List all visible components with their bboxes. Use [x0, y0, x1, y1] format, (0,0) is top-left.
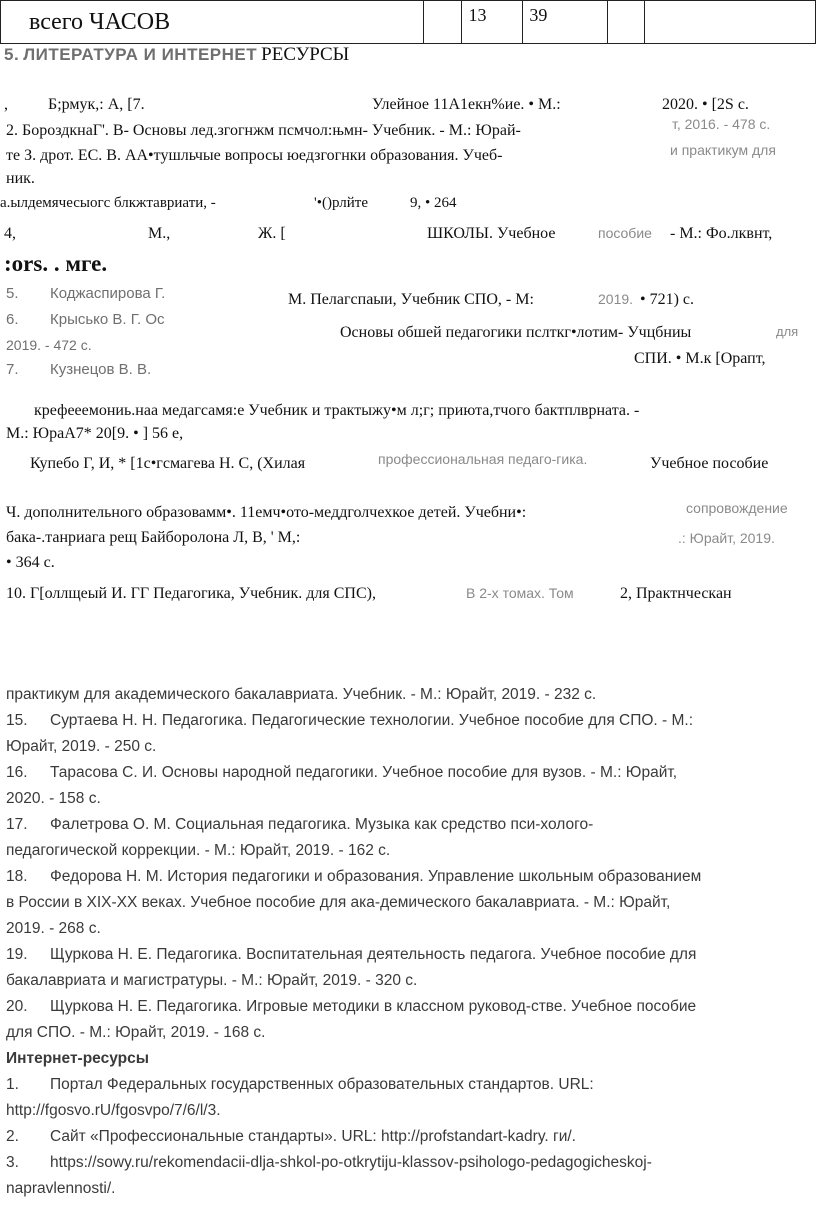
item-text: Суртаева Н. Н. Педагогика. Педагогические технологии. Учебное пособие для СПО. - М.: [50, 712, 694, 729]
bibliography-line [6, 890, 812, 916]
ref-line-faded: для [776, 324, 799, 339]
item-text: Фалетрова О. М. Социальная педагогика. Музыка как средство пси-холого- [50, 816, 594, 833]
ref-line-faded: и практикум для [670, 142, 776, 158]
ref-line: М., [148, 225, 171, 242]
section-title-rest: РЕСУРСЫ [261, 44, 350, 65]
ref-line: 10. Г[оллщеый И. ГГ Педагогика, Учебник. для СПС), [6, 585, 376, 602]
bibliography-line [6, 812, 812, 838]
bibliography-line [6, 786, 812, 812]
ref-line: М. Пелагспаыи, Учебник СПО, - М: [288, 291, 534, 308]
ref-line: ник. [6, 170, 35, 187]
section-title-main: ЛИТЕРАТУРА И ИНТЕРНЕТ [23, 45, 258, 64]
ref-line: Учебное пособие [650, 455, 769, 472]
item-text: Щуркова Н. Е. Педагогика. Воспитательная деятельность педагога. Учебное пособие для [50, 946, 697, 963]
ref-line: 9, • 264 [410, 195, 457, 211]
item-number: 16. [6, 764, 28, 781]
bibliography-line [6, 968, 812, 994]
hours-cell [645, 1, 816, 44]
bibliography-line [6, 708, 812, 734]
bibliography-line [6, 682, 812, 708]
ref-line-faded: .: Юрайт, 2019. [678, 530, 775, 546]
hours-cell: 39 [523, 1, 608, 44]
ref-line: крефееемониь.наа медагсамя:е Учебник и трактыжу•м л;г; приюта,тчого бактплврната. - [34, 402, 640, 419]
hours-row [1, 1, 816, 44]
ref-line: • 721) с. [640, 291, 695, 308]
ref-line: Б;рмук,: А, [7. [48, 96, 145, 113]
ref-line-faded: т, 2016. - 478 с. [672, 116, 771, 132]
item-text: napravlennosti/. [6, 1180, 116, 1197]
item-number: 3. [6, 1154, 19, 1171]
bibliography-line [6, 1072, 812, 1098]
ref-line-faded: Кузнецов В. В. [50, 361, 152, 378]
bibliography-list [6, 682, 812, 1202]
item-text: https://sowy.ru/rekomendacii-dlja-shkol-po-otkrytiju-klassov-psihologo-pedagogicheskoj- [50, 1154, 652, 1171]
item-text: Федорова Н. М. История педагогики и образования. Управление школьным образованием [50, 868, 702, 885]
ref-line: бака-.танриага рещ Байборолона Л, В, ' М,: [6, 529, 301, 546]
ref-line: 2. БороздкнаГ'. В- Основы лед.згогнжм псмчол:њмн- Учебник. - М.: Юрай- [6, 122, 521, 139]
ref-line: • 364 с. [6, 554, 55, 571]
ref-line: М.: ЮраА7* 20[9. • ] 56 е, [6, 425, 184, 442]
bibliography-line [6, 1098, 812, 1124]
ref-line-faded: Крысько В. Г. Ос [50, 311, 165, 328]
item-number: 18. [6, 868, 28, 885]
ref-line: 2, Практнческан [620, 585, 732, 602]
ref-line-faded: В 2-х томах. Том [466, 585, 574, 601]
ref-line: Улейное 11А1екн%ие. • М.: [372, 96, 561, 113]
item-number: 1. [6, 1076, 19, 1093]
item-text: практикум для академического бакалавриата. Учебник. - М.: Юрайт, 2019. - 232 с. [6, 686, 597, 703]
item-number: 2. [6, 1128, 19, 1145]
ref-line-faded: 2019. - 472 с. [6, 337, 92, 353]
item-text: Юрайт, 2019. - 250 с. [6, 738, 157, 755]
ref-number-faded: 6. [6, 311, 19, 328]
item-text: Щуркова Н. Е. Педагогика. Игровые методики в классном руковод-стве. Учебное пособие [50, 998, 697, 1015]
ref-line: Купебо Г, И, * [1с•гсмагева Н. С, (Хилая [30, 455, 306, 472]
item-number: 17. [6, 816, 28, 833]
ref-line: Ч. дополнительного образовамм•. 11емч•ото-меддголчехкое детей. Учебни•: [6, 504, 527, 521]
item-number: 15. [6, 712, 28, 729]
ref-line: СПИ. • М.к [Орапт, [634, 350, 766, 367]
ref-line-faded: Коджаспирова Г. [50, 285, 166, 302]
bibliography-line [6, 1150, 812, 1176]
internet-resources-heading [6, 1046, 812, 1072]
ref-number-faded: 5. [6, 285, 19, 302]
item-number: 20. [6, 998, 28, 1015]
item-text: 2020. - 158 с. [6, 790, 101, 807]
bibliography-line [6, 1124, 812, 1150]
ref-line: те З. дрот. ЕС. В. АА•тушльчые вопросы юедзгогнки образования. Учеб- [6, 147, 503, 164]
item-text: Портал Федеральных государственных образовательных стандартов. URL: [50, 1076, 594, 1093]
item-text: 2019. - 268 с. [6, 920, 101, 937]
item-text: бакалавриата и магистратуры. - М.: Юрайт, 2019. - 320 с. [6, 972, 418, 989]
ref-line: ШКОЛЫ. Учебное [427, 225, 556, 242]
ref-line: :ors. . мге. [4, 251, 108, 276]
bibliography-line [6, 994, 812, 1020]
item-text: Тарасова С. И. Основы народной педагогики. Учебное пособие для вузов. - М.: Юрайт, [50, 764, 678, 781]
item-text: Сайт «Профессиональные стандарты». URL: http://profstandart-kadry. ги/. [50, 1128, 576, 1145]
hours-label: всего ЧАСОВ [1, 1, 424, 44]
bibliography-line [6, 1176, 812, 1202]
hours-cell [608, 1, 645, 44]
item-text: педагогической коррекции. - М.: Юрайт, 2019. - 162 с. [6, 842, 391, 859]
bibliography-line [6, 734, 812, 760]
ref-line: , [4, 96, 8, 113]
ref-line: - М.: Фо.лквнт, [670, 225, 773, 242]
ref-line: Основы обшей педагогики пслткг•лотим- Учцбниы [340, 324, 692, 341]
ref-line-faded: сопровождение [686, 500, 788, 516]
bibliography-line [6, 942, 812, 968]
hours-table [0, 0, 816, 44]
section-number: 5. [4, 45, 20, 64]
item-number: 19. [6, 946, 28, 963]
ref-line: '•()рлйте [314, 195, 368, 211]
hours-cell: 13 [462, 1, 523, 44]
ref-number-faded: 7. [6, 361, 19, 378]
bibliography-line [6, 838, 812, 864]
item-text: для СПО. - М.: Юрайт, 2019. - 168 с. [6, 1024, 266, 1041]
ref-line: Ж. [ [258, 225, 286, 242]
bibliography-line [6, 864, 812, 890]
section-heading [4, 44, 349, 66]
ref-line: а.ылдемячесыогс блкжтавриати, - [0, 195, 216, 211]
hours-cell [423, 1, 462, 44]
ref-line-faded: профессиональная педаго-гика. [378, 451, 588, 467]
ref-line: 2020. • [2S с. [662, 96, 749, 113]
item-text: http://fgosvo.rU/fgosvpo/7/6/l/3. [6, 1102, 221, 1119]
item-text: в России в XIX-XX веках. Учебное пособие для ака-демического бакалавриата. - М.: Юрайт, [6, 894, 671, 911]
item-text: Интернет-ресурсы [6, 1050, 149, 1067]
ref-line-faded: 2019. [598, 291, 634, 307]
bibliography-line [6, 760, 812, 786]
ref-line: 4, [4, 225, 16, 242]
bibliography-line [6, 1020, 812, 1046]
ref-line-faded: пособие [598, 225, 652, 241]
bibliography-line [6, 916, 812, 942]
